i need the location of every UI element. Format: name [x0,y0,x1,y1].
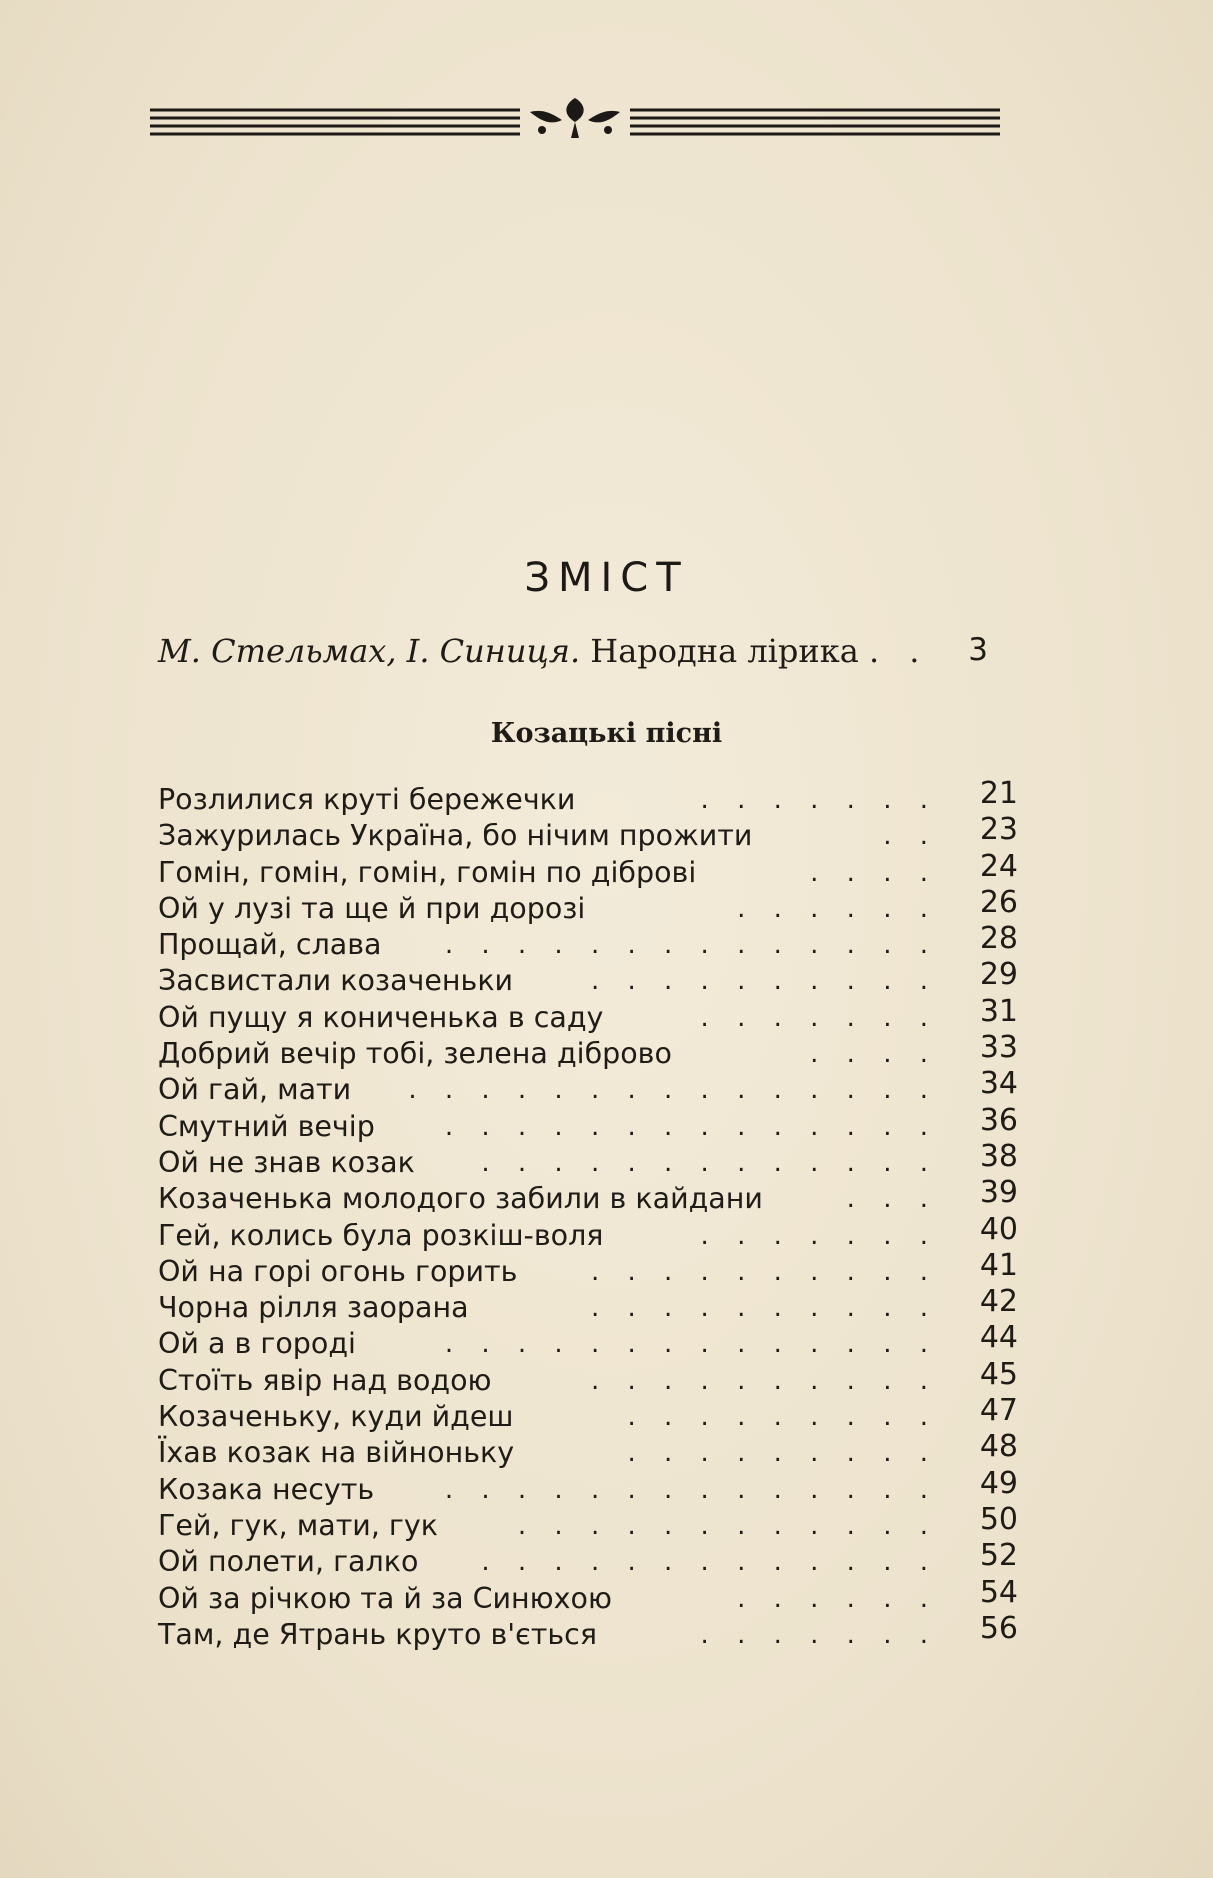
toc-entry [158,1356,1018,1399]
toc-page-number: 33 [979,1030,1018,1066]
toc-page-number: 42 [979,1284,1018,1320]
page-title: ЗМІСТ [524,555,689,601]
intro-entry [158,632,1008,682]
toc-entry-title: Козака несуть [158,1472,375,1506]
toc-entry-title: Ой не знав козак [158,1145,415,1179]
toc-entry-title: Смутний вечір [158,1109,375,1143]
toc-page-number: 40 [979,1211,1018,1247]
section-heading: Козацькі пісні [490,718,723,749]
toc-page-number: 52 [979,1538,1018,1574]
toc-entry-title: Розлилися круті бережечки [158,783,576,816]
toc-entry [158,1465,1018,1508]
intro-title: Народна лірика [590,632,859,670]
toc-leader-dots: . . . [846,1184,938,1215]
toc-page-number: 47 [979,1393,1018,1429]
toc-entry [158,1102,1018,1145]
toc-page-number: 21 [979,776,1018,811]
toc-leader-dots: . . . . . . . [700,1002,938,1033]
toc-entry [158,776,1018,818]
toc-leader-dots: . . . . . . . . . . . . . . . [408,1075,938,1106]
toc-page-number: 26 [979,884,1018,920]
toc-entry [158,1393,1018,1435]
toc-leader-dots: . . . . . . . . . . [590,1365,938,1396]
toc-entry-title: Зажурилась Україна, бо нічим прожити [158,819,753,853]
toc-entry-title: Їхав козак на війноньку [158,1436,515,1470]
toc-entry-title: Засвистали козаченьки [158,964,514,998]
toc-page-number: 24 [979,848,1018,884]
toc-leader-dots: . . . . . . . . . . [590,1256,938,1287]
toc-entry [158,993,1018,1036]
toc-entry-title: Гей, колись була розкіш-воля [158,1218,604,1252]
toc-entry [158,1175,1018,1217]
toc-entry-title: Козаченька молодого забили в кайдани [158,1182,763,1216]
toc-leader-dots: . . . . . . . . . [627,1402,938,1433]
toc-entry-title: Гомін, гомін, гомін, гомін по діброві [158,855,697,889]
toc-entry [158,1429,1018,1471]
intro-page-number: 3 [968,632,988,668]
toc-entry [158,1138,1018,1181]
toc-page-number: 34 [979,1066,1018,1102]
toc-entry [158,1247,1018,1290]
toc-page-number: 38 [979,1138,1018,1174]
toc-entry-title: Гей, гук, мати, гук [158,1508,438,1542]
toc-entry [158,1284,1018,1326]
toc-leader-dots: . . . . . . . . . [627,1438,938,1469]
toc-entry-title: Стоїть явір над водою [158,1363,492,1397]
toc-entry-title: Прощай, слава [158,928,382,962]
ornament-divider [150,90,1000,150]
toc-entry [158,812,1018,854]
toc-leader-dots: . . . . . . . . . . . . . . [444,1329,938,1360]
toc-entry [158,1610,1018,1653]
toc-leader-dots: . . . . . . [737,1583,938,1614]
toc-page-number: 28 [979,921,1018,957]
toc-entry [158,1066,1018,1108]
toc-leader-dots: . . . . . . . [700,1619,938,1650]
toc-page-number: 56 [979,1610,1018,1646]
toc-entry-title: Козаченьку, куди йдеш [158,1400,514,1434]
toc-leader-dots: . . [883,821,938,852]
toc-leader-dots: . . . . . . . . . . . . . [481,1147,938,1178]
toc-entry-title: Чорна рілля заорана [158,1291,469,1325]
toc-page-number: 39 [979,1175,1018,1211]
toc-entry [158,957,1018,999]
toc-leader-dots: . . . . . . [737,893,938,924]
toc-page-number: 44 [979,1320,1018,1356]
toc-entry [158,921,1018,963]
toc-page-number: 45 [979,1356,1018,1392]
intro-leader-dots: . . [868,632,930,670]
intro-author: М. Стельмах, І. Синиця. [158,632,581,670]
toc-entry [158,1320,1018,1362]
toc-list [158,776,1018,1653]
toc-leader-dots: . . . . . . . . . . . . . . [444,1474,938,1505]
toc-entry-title: Ой за річкою та й за Синюхою [158,1581,612,1615]
toc-entry-title: Ой у лузі та ще й при дорозі [158,891,586,925]
toc-page-number: 50 [979,1501,1018,1537]
toc-entry-title: Ой пущу я кониченька в саду [158,1000,604,1034]
toc-entry [158,1211,1018,1254]
toc-page-number: 29 [979,957,1018,993]
toc-entry [158,884,1018,927]
toc-page-number: 41 [979,1247,1018,1283]
toc-page-number: 54 [979,1574,1018,1610]
toc-entry [158,1574,1018,1617]
toc-page-number: 49 [979,1465,1018,1501]
toc-entry [158,848,1018,891]
toc-leader-dots: . . . . . . . . . . . . . [481,1547,938,1578]
toc-entry-title: Ой а в городі [158,1327,356,1361]
toc-page-number: 48 [979,1429,1018,1465]
toc-leader-dots: . . . . . . . [700,785,938,815]
toc-leader-dots: . . . . . . . . . . . . . . [444,930,938,961]
toc-entry-title: Ой на горі огонь горить [158,1254,518,1288]
toc-page-number: 31 [979,993,1018,1029]
toc-entry-title: Там, де Ятрань круто в'ється [158,1617,597,1651]
toc-entry [158,1030,1018,1072]
toc-entry [158,1501,1018,1544]
toc-page-number: 36 [979,1102,1018,1138]
toc-page-number: 23 [979,812,1018,848]
toc-leader-dots: . . . . . . . . . . . . . . [444,1111,938,1142]
toc-leader-dots: . . . . . . . . . . [590,966,938,997]
toc-leader-dots: . . . . . . . . . . [590,1293,938,1324]
toc-entry-title: Добрий вечір тобі, зелена діброво [158,1037,672,1071]
toc-entry-title: Ой гай, мати [158,1073,352,1107]
toc-leader-dots: . . . . [810,1039,938,1070]
toc-leader-dots: . . . . [810,857,938,888]
toc-leader-dots: . . . . . . . [700,1220,938,1251]
toc-leader-dots: . . . . . . . . . . . . [517,1510,938,1541]
toc-entry-title: Ой полети, галко [158,1545,419,1579]
toc-entry [158,1538,1018,1580]
